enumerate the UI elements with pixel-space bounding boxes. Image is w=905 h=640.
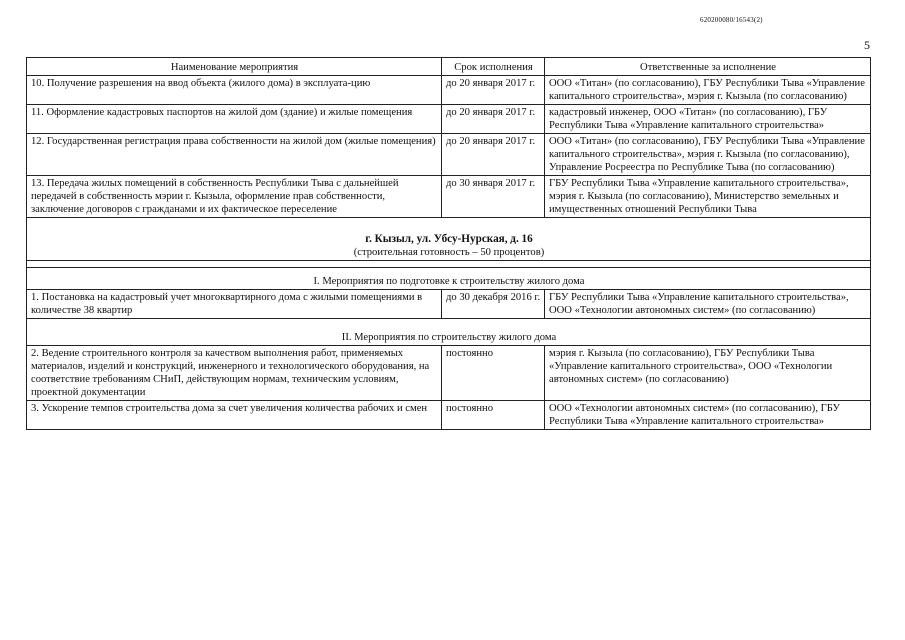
table-row (27, 290, 871, 319)
header-term: Срок исполнения (442, 58, 545, 76)
s2-row-3-name: 3. Ускорение темпов строительства дома за счет увеличения количества рабочих и смен (27, 401, 442, 430)
row-11-name: 11. Оформление кадастровых паспортов на жилой дом (здание) и жилые помещения (27, 105, 442, 134)
address-row (27, 218, 871, 261)
row-10-responsible: ООО «Титан» (по согласованию), ГБУ Республики Тыва «Управление капитального строительства», мэрия г. Кызыла (по согласованию) (545, 76, 871, 105)
section-1-heading-row (27, 268, 871, 290)
table-header-row (27, 58, 871, 76)
row-10-term: до 20 января 2017 г. (442, 76, 545, 105)
table-row (27, 176, 871, 218)
s2-row-2-name: 2. Ведение строительного контроля за качеством выполнения работ, применяемых материалов, изделий и конструкций, инженерного и технологического оборудования, на соответствие требованиям СНиП, действующим нормам, техническим условиям, проектной документации (27, 346, 442, 401)
row-11-responsible: кадастровый инженер, ООО «Титан» (по согласованию), ГБУ Республики Тыва «Управление капитального строительства» (545, 105, 871, 134)
s2-row-3-responsible: ООО «Технологии автономных систем» (по согласованию), ГБУ Республики Тыва «Управление капитального строительства» (545, 401, 871, 430)
row-11-term: до 20 января 2017 г. (442, 105, 545, 134)
row-13-term: до 30 января 2017 г. (442, 176, 545, 218)
table-row (27, 105, 871, 134)
row-10-name: 10. Получение разрешения на ввод объекта (жилого дома) в эксплуата-цию (27, 76, 442, 105)
s2-row-3-term: постоянно (442, 401, 545, 430)
row-13-name: 13. Передача жилых помещений в собственность Республики Тыва с дальнейшей передачей в собственность мэрии г. Кызыла, оформление прав собственности, заключение договоров с гражданами и их фактическое переселение (27, 176, 442, 218)
table-row (27, 401, 871, 430)
header-name: Наименование мероприятия (27, 58, 442, 76)
table-row (27, 134, 871, 176)
s2-row-2-responsible: мэрия г. Кызыла (по согласованию), ГБУ Республики Тыва «Управление капитального строительства», ООО «Технологии автономных систем» (по согласованию) (545, 346, 871, 401)
row-12-name: 12. Государственная регистрация права собственности на жилой дом (жилые помещения) (27, 134, 442, 176)
address-subtitle: (строительная готовность – 50 процентов) (353, 247, 545, 258)
section-2-title: II. Мероприятия по строительству жилого дома (27, 319, 871, 346)
spacer-row (27, 261, 871, 268)
address-title: г. Кызыл, ул. Убсу-Нурская, д. 16 (365, 233, 533, 245)
table-row (27, 76, 871, 105)
row-12-term: до 20 января 2017 г. (442, 134, 545, 176)
header-responsible: Ответственные за исполнение (545, 58, 871, 76)
s1-row-1-responsible: ГБУ Республики Тыва «Управление капитального строительства», ООО «Технологии автономных систем» (по согласованию) (545, 290, 871, 319)
row-13-responsible: ГБУ Республики Тыва «Управление капитального строительства», мэрия г. Кызыла (по согласованию), Министерство земельных и имущественных отношений Республики Тыва (545, 176, 871, 218)
row-12-responsible: ООО «Титан» (по согласованию), ГБУ Республики Тыва «Управление капитального строительства», мэрия г. Кызыла (по согласованию), Управление Росреестра по Республике Тыва (по согласованию) (545, 134, 871, 176)
spacer-cell (27, 261, 871, 268)
section-2-heading-row (27, 319, 871, 346)
page-number: 5 (864, 38, 870, 52)
table-row (27, 346, 871, 401)
s1-row-1-term: до 30 декабря 2016 г. (442, 290, 545, 319)
s2-row-2-term: постоянно (442, 346, 545, 401)
section-1-title: I. Мероприятия по подготовке к строительству жилого дома (27, 268, 871, 290)
document-id: 620200080/16543(2) (700, 16, 763, 24)
s1-row-1-name: 1. Постановка на кадастровый учет многоквартирного дома с жилыми помещениями в количестве 38 квартир (27, 290, 442, 319)
measures-table (26, 57, 871, 430)
